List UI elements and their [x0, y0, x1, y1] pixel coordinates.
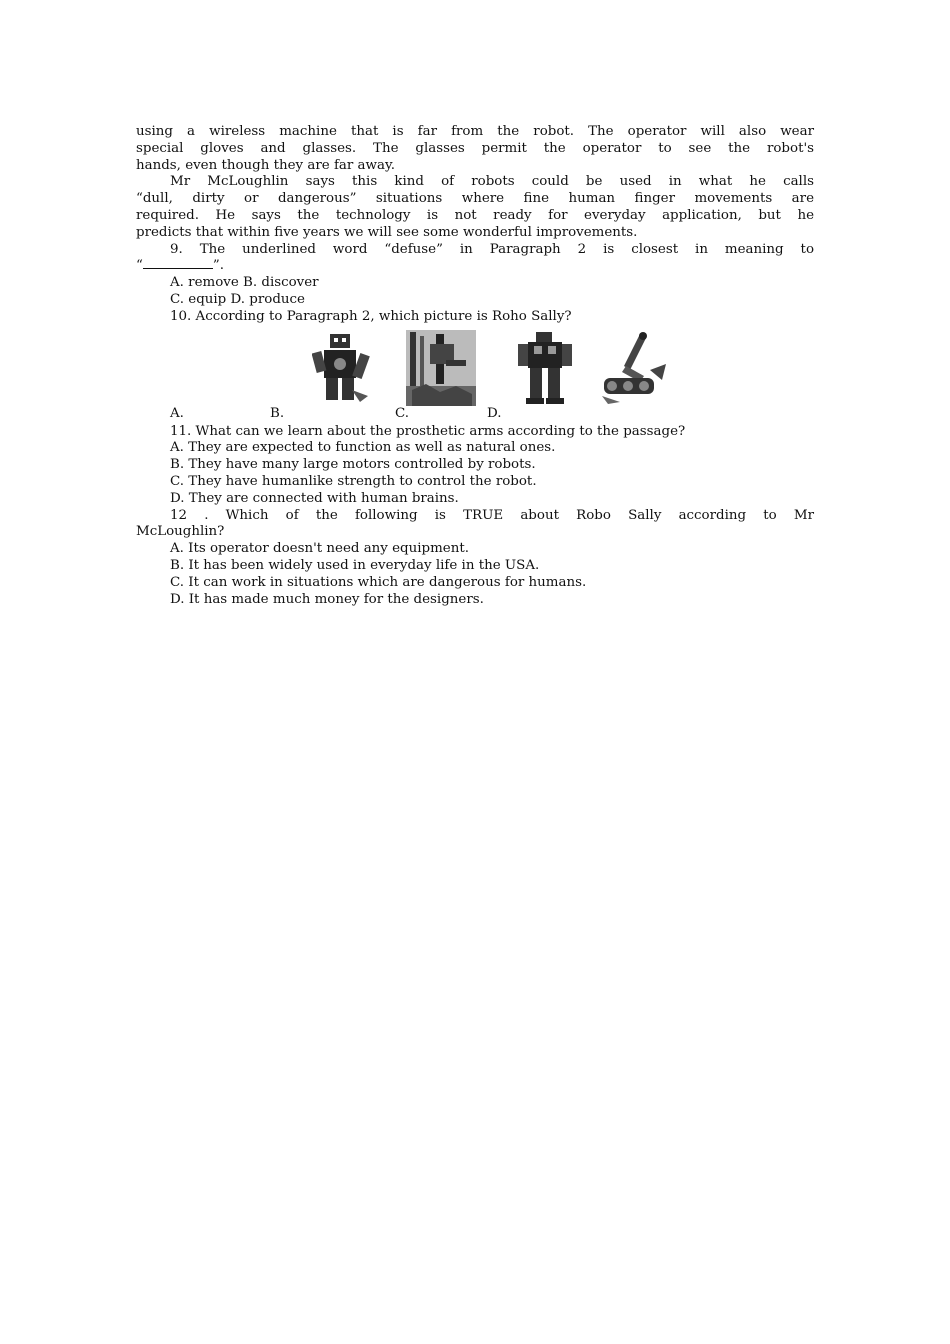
question-9-options: A. remove B. discover: [170, 275, 319, 291]
question-11-option: D. They are connected with human brains.: [170, 490, 459, 506]
passage-line: special gloves and glasses. The glasses permit the operator to see the robot's: [136, 140, 814, 156]
passage-line: predicts that within five years we will see some wonderful improvements.: [136, 224, 638, 240]
robot-picture-a: [312, 330, 370, 404]
question-11-option: C. They have humanlike strength to control the robot.: [170, 473, 537, 489]
passage-line: using a wireless machine that is far from the robot. The operator will also wear: [136, 124, 814, 139]
picture-letter-a: A.: [170, 405, 184, 421]
open-quote: “: [136, 258, 143, 274]
close-quote: ”.: [212, 258, 224, 274]
question-12-stem: 12 . Which of the following is TRUE about Robo Sally according to Mr: [170, 507, 814, 523]
question-12-option: A. Its operator doesn't need any equipment.: [170, 541, 469, 557]
robot-picture-b: [406, 330, 476, 406]
question-12-option: C. It can work in situations which are dangerous for humans.: [170, 574, 587, 590]
question-10-stem: 10. According to Paragraph 2, which picture is Roho Sally?: [170, 308, 572, 324]
passage-line: hands, even though they are far away.: [136, 157, 396, 173]
question-11-option: A. They are expected to function as well as natural ones.: [170, 440, 556, 456]
answer-blank: [143, 258, 213, 269]
passage-line: Mr McLoughlin says this kind of robots could be used in what he calls: [170, 174, 814, 190]
question-12-stem: McLoughlin?: [136, 524, 225, 540]
question-9-options: C. equip D. produce: [170, 291, 305, 307]
robot-picture-c: [516, 330, 576, 406]
picture-letter-c: C.: [395, 405, 410, 421]
question-11-stem: 11. What can we learn about the prosthetic arms according to the passage?: [170, 423, 686, 439]
passage-line: “dull, dirty or dangerous” situations where fine human finger movements are: [136, 191, 814, 207]
question-9-blank-line: [136, 258, 814, 275]
document-page: [136, 124, 814, 608]
passage-line: required. He says the technology is not ready for everyday application, but he: [136, 207, 814, 223]
robot-pictures: [136, 330, 814, 406]
question-12-option: B. It has been widely used in everyday life in the USA.: [170, 557, 540, 573]
question-9-stem: 9. The underlined word “defuse” in Paragraph 2 is closest in meaning to: [170, 241, 814, 257]
picture-letter-b: B.: [270, 405, 285, 421]
picture-letters: [136, 406, 814, 424]
question-12-option: D. It has made much money for the designers.: [170, 591, 484, 607]
robot-picture-d: [600, 330, 670, 406]
picture-letter-d: D.: [487, 405, 502, 421]
question-11-option: B. They have many large motors controlled by robots.: [170, 457, 536, 473]
